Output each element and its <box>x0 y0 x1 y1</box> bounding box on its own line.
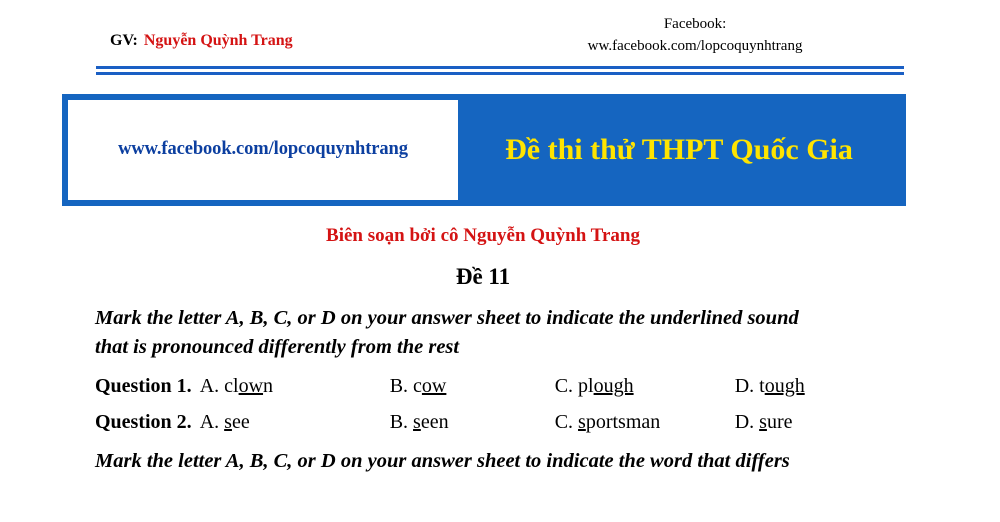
instruction-block-1 <box>95 304 940 363</box>
option-b-letter: B. <box>389 374 409 397</box>
banner-facebook-box <box>68 100 458 200</box>
option-d-underlined: ough <box>764 374 805 397</box>
option-c[interactable] <box>555 373 735 399</box>
teacher-label: GV: <box>110 32 138 49</box>
option-a-letter: A. <box>199 410 220 433</box>
option-b-underlined: s <box>413 410 421 433</box>
option-d[interactable] <box>735 409 793 435</box>
option-c-letter: C. <box>554 374 574 397</box>
option-a-pre: cl <box>224 374 239 397</box>
teacher-credit <box>110 14 293 50</box>
option-a-post: n <box>263 374 274 397</box>
option-c-post: portsman <box>585 410 661 433</box>
question-label: Question 1. <box>95 374 192 397</box>
header-divider <box>96 66 904 75</box>
option-b-pre: c <box>413 374 422 397</box>
page-header <box>0 0 1000 58</box>
facebook-url: ww.facebook.com/lopcoquynhtrang <box>587 37 803 54</box>
instruction-1-line-1: Mark the letter A, B, C, or D on your answer sheet to indicate the underlined sound <box>95 306 799 329</box>
teacher-name: Nguyễn Quỳnh Trang <box>143 32 293 49</box>
instruction-1-line-2: that is pronounced differently from the rest <box>95 336 460 359</box>
option-d-underlined: s <box>759 410 767 433</box>
instruction-2-line-1: Mark the letter A, B, C, or D on your answer sheet to indicate the word that differs <box>95 449 790 472</box>
option-b[interactable] <box>390 409 555 435</box>
document-body <box>95 304 940 477</box>
title-banner <box>62 94 906 206</box>
option-d[interactable] <box>735 373 805 399</box>
option-a-letter: A. <box>199 374 220 397</box>
option-c-pre: pl <box>578 374 594 397</box>
option-c-underlined: ough <box>593 374 634 397</box>
option-a-underlined: ow <box>238 374 264 397</box>
facebook-credit <box>588 14 803 58</box>
option-d-letter: D. <box>734 374 755 397</box>
question-row <box>95 409 940 435</box>
option-a[interactable] <box>200 409 390 435</box>
option-c-letter: C. <box>554 410 574 433</box>
option-b-post: een <box>420 410 449 433</box>
option-b-underlined: ow <box>421 374 447 397</box>
option-d-post: ure <box>766 410 793 433</box>
option-a-post: ee <box>231 410 250 433</box>
compiled-by-line: Biên soạn bởi cô Nguyễn Quỳnh Trang <box>326 224 640 246</box>
option-a-underlined: s <box>224 410 232 433</box>
instruction-block-2 <box>95 447 940 477</box>
banner-title-box <box>458 100 900 200</box>
question-row <box>95 373 940 399</box>
option-c[interactable] <box>555 409 735 435</box>
option-b[interactable] <box>390 373 555 399</box>
option-d-pre: t <box>759 374 765 397</box>
option-a[interactable] <box>200 373 390 399</box>
option-d-letter: D. <box>734 410 755 433</box>
exam-number: Đề 11 <box>455 263 511 289</box>
question-label: Question 2. <box>95 410 192 433</box>
option-c-underlined: s <box>578 410 586 433</box>
banner-facebook-text: www.facebook.com/lopcoquynhtrang <box>118 139 408 159</box>
option-b-letter: B. <box>389 410 409 433</box>
banner-title-text: Đề thi thử THPT Quốc Gia <box>505 132 853 166</box>
facebook-label: Facebook: <box>663 16 727 32</box>
